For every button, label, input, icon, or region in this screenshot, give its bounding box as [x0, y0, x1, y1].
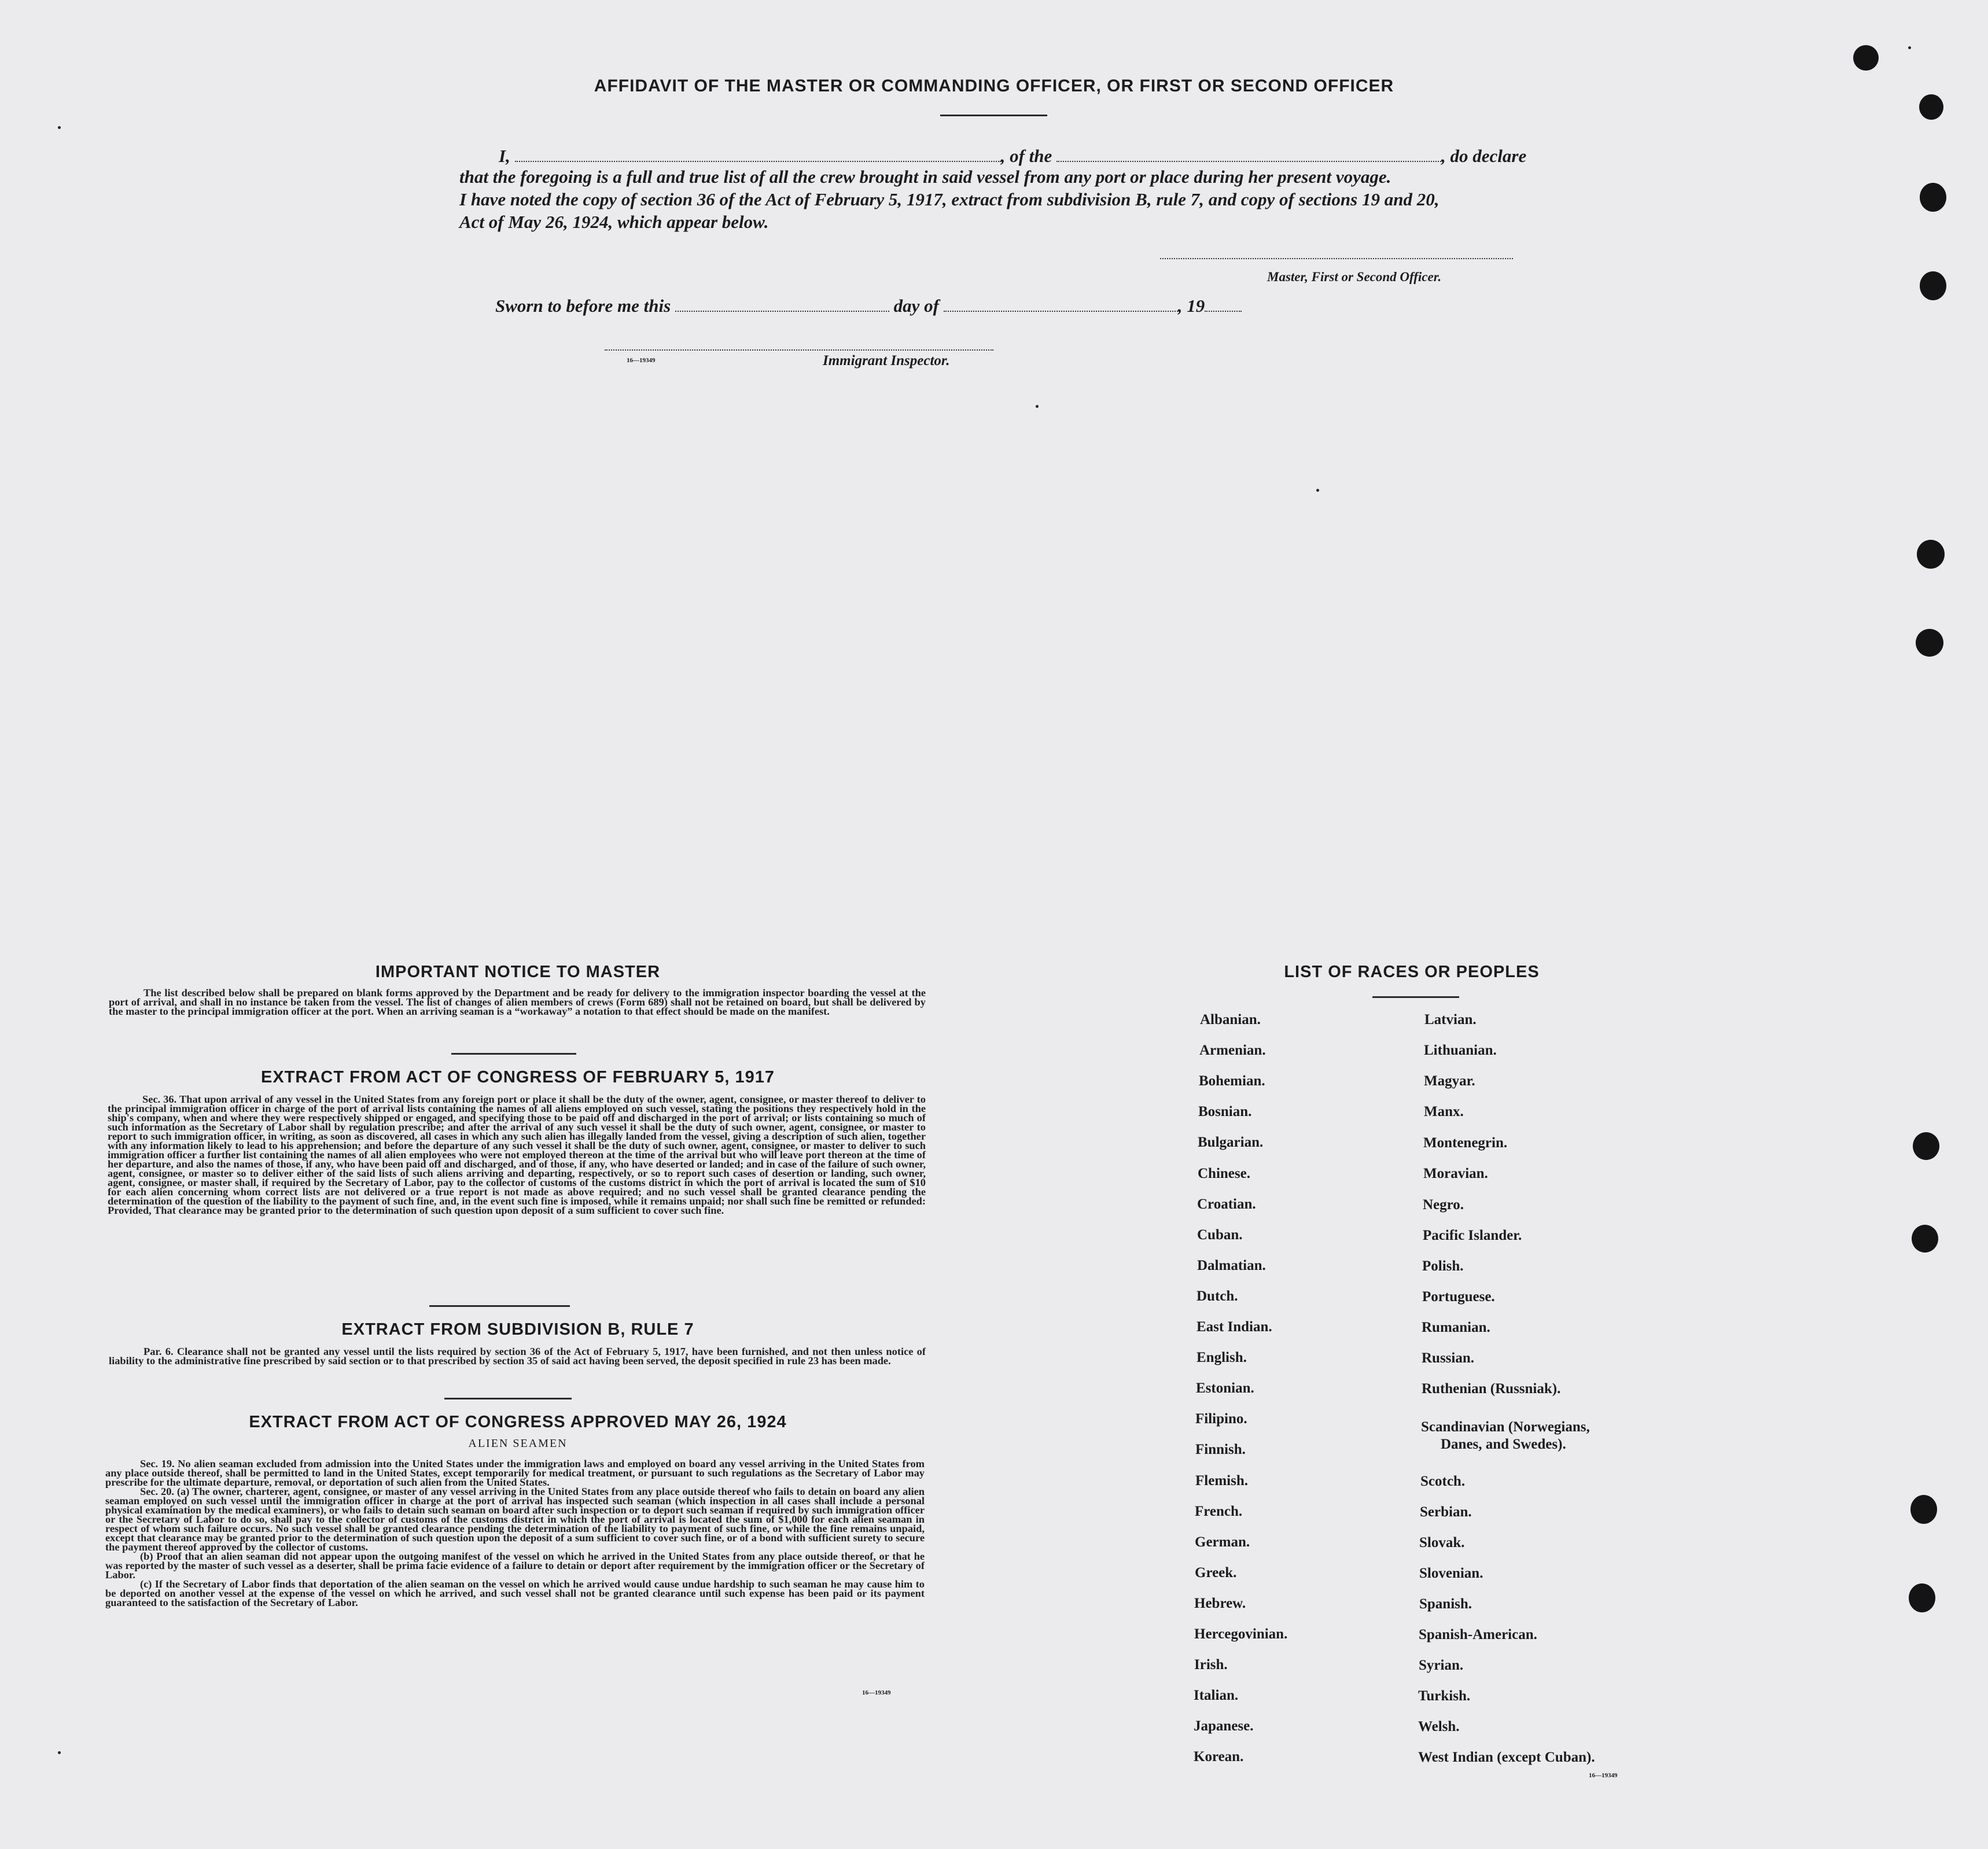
- title-divider: [940, 115, 1047, 116]
- affidavit-line-1: [499, 143, 1526, 167]
- binder-hole: [1917, 540, 1945, 569]
- races-divider: [1372, 996, 1459, 998]
- races-title: LIST OF RACES OR PEOPLES: [1284, 963, 1540, 981]
- race-item: Finnish.: [1195, 1442, 1246, 1457]
- speck: [58, 1751, 61, 1754]
- race-item: Ruthenian (Russniak).: [1422, 1381, 1561, 1397]
- race-item: Bulgarian.: [1198, 1135, 1264, 1150]
- race-item: Bohemian.: [1199, 1073, 1265, 1089]
- extract-1924-section-20b: (b) Proof that an alien seaman did not appear upon the outgoing manifest of the vessel on which he arrived in the United States from any place outside thereof, or that he was reported by the master of such vessel as a deserter, shall be prima facie evidence of a failure to detain or deport after requirement by the immigration officer or the Secretary of Labor.: [105, 1550, 925, 1581]
- sworn-day-field[interactable]: [675, 293, 889, 312]
- binder-hole: [1919, 94, 1943, 120]
- extract-1924-section-19: Sec. 19. No alien seaman excluded from admission into the United States under the immigration laws and employed on board any vessel arriving in the United States from any place outside thereof, shall be permitted to land in the United States, except temporarily for medical treatment, or pursuant to such regulations as the Secretary of Labor may prescribe for the ultimate departure, removal, or deportation of such alien from the United States.: [105, 1458, 925, 1488]
- race-item: Slovenian.: [1419, 1566, 1483, 1581]
- master-signature-label: Master, First or Second Officer.: [1267, 270, 1442, 284]
- race-item: Croatian.: [1197, 1196, 1256, 1212]
- vessel-prefix: , of the: [1000, 146, 1052, 166]
- binder-hole: [1909, 1583, 1935, 1612]
- extract-1924-section-20c: (c) If the Secretary of Labor finds that deportation of the alien seaman on the vessel on which he arrived would cause undue hardship to such seaman he may cause him to be deported on another vessel at the expense of the vessel on which he arrived, and such vessel shall not be granted clearance until such expense has been paid or its payment guaranteed to the satisfaction of the Secretary of Labor.: [105, 1578, 925, 1608]
- race-item: Hebrew.: [1194, 1596, 1246, 1611]
- race-item: Turkish.: [1418, 1688, 1471, 1704]
- race-item: Negro.: [1423, 1197, 1464, 1213]
- declarant-name-field[interactable]: [515, 143, 1001, 162]
- inspector-signature-field[interactable]: [605, 349, 993, 351]
- race-item: Japanese.: [1194, 1718, 1254, 1734]
- race-item: Serbian.: [1420, 1504, 1472, 1520]
- race-item: Cuban.: [1197, 1227, 1243, 1243]
- race-item: Pacific Islander.: [1423, 1228, 1522, 1243]
- extract-rule7-par-6: Par. 6. Clearance shall not be granted any vessel until the lists required by section 36 of the Act of February 5, 1917, have been furnished, and not then unless notice of liability to the administrative fine prescribed by said section or to that prescribed by section 35 of said act having been served, the deposit specified in rule 23 has been made.: [109, 1346, 926, 1367]
- race-item: Spanish-American.: [1419, 1627, 1537, 1642]
- race-item: Dutch.: [1197, 1288, 1238, 1304]
- race-item: East Indian.: [1197, 1319, 1272, 1335]
- binder-hole: [1916, 629, 1943, 657]
- race-item: German.: [1195, 1534, 1250, 1550]
- race-item: Italian.: [1194, 1688, 1239, 1703]
- binder-hole: [1913, 1132, 1939, 1160]
- race-item: Russian.: [1422, 1350, 1475, 1366]
- binder-hole: [1912, 1225, 1938, 1253]
- race-item: Bosnian.: [1198, 1104, 1252, 1119]
- declare-suffix: , do declare: [1441, 146, 1527, 166]
- extract-1924-title: EXTRACT FROM ACT OF CONGRESS APPROVED MAY 26, 1924: [249, 1413, 787, 1431]
- race-item: Syrian.: [1419, 1658, 1464, 1673]
- race-item: West Indian (except Cuban).: [1418, 1749, 1595, 1765]
- sworn-year-prefix: , 19: [1177, 296, 1205, 316]
- inspector-signature-label: Immigrant Inspector.: [823, 353, 950, 369]
- sworn-day-of: day of: [893, 296, 939, 316]
- extract-1924-text: [105, 1459, 925, 1607]
- sworn-month-field[interactable]: [944, 293, 1178, 312]
- race-item: Manx.: [1424, 1104, 1464, 1119]
- speck: [1036, 405, 1039, 408]
- speck: [1316, 489, 1319, 492]
- race-item: Polish.: [1422, 1258, 1464, 1274]
- master-signature-field[interactable]: [1160, 258, 1513, 259]
- notice-title: IMPORTANT NOTICE TO MASTER: [375, 963, 661, 981]
- race-item: Scotch.: [1420, 1474, 1466, 1489]
- race-item: Korean.: [1194, 1749, 1244, 1765]
- race-item: Welsh.: [1418, 1719, 1460, 1734]
- extract-1924-subtitle: ALIEN SEAMEN: [468, 1437, 568, 1450]
- race-item: Filipino.: [1195, 1411, 1247, 1427]
- binder-hole: [1920, 271, 1946, 300]
- extract-1917-text: [108, 1095, 926, 1215]
- races-form-number: 16—19349: [1589, 1772, 1618, 1779]
- race-item: Rumanian.: [1422, 1320, 1490, 1335]
- binder-hole: [1920, 183, 1946, 212]
- declarant-prefix: I,: [499, 146, 510, 166]
- extract-1924-section-20a: Sec. 20. (a) The owner, charterer, agent, consignee, or master of any vessel arriving in the United States from any place outside thereof who fails to detain on board any alien seaman employed on such vessel until the immigration officer in charge at the port of arrival has inspected such seaman (which inspection in all cases shall include a personal physical examination by the medical examiners), or who fails to detain such seaman on board after such inspection or to deport such seaman if required by such immigration officer or the Secretary of Labor to do so, shall pay to the collector of customs of the customs district in which the port of arrival is located the sum of $1,000 for each alien seaman in respect of whom such failure occurs. No such vessel shall be granted clearance pending the determination of the liability to payment of such fine, or while the fine remains unpaid, except that clearance may be granted prior to the determination of such question upon the deposit of a sum sufficient to cover such fine, or of a bond with sufficient surety to secure the payment thereof approved by the collector of customs.: [105, 1486, 925, 1553]
- race-item: Portuguese.: [1422, 1289, 1495, 1305]
- speck: [58, 126, 61, 129]
- race-item: Flemish.: [1195, 1473, 1248, 1489]
- race-item: Greek.: [1195, 1565, 1237, 1581]
- extract-1917-divider: [429, 1305, 570, 1307]
- notice-text: [109, 988, 926, 1016]
- speck: [1908, 46, 1911, 49]
- race-item: Slovak.: [1419, 1535, 1465, 1550]
- race-item: Spanish.: [1419, 1596, 1472, 1612]
- race-item: Moravian.: [1423, 1166, 1488, 1181]
- affidavit-line-3: I have noted the copy of section 36 of the Act of February 5, 1917, extract from subdivision B, rule 7, and copy of sections 19 and 20,: [459, 189, 1440, 209]
- extract-rule7-text: [109, 1347, 926, 1365]
- race-item: English.: [1197, 1350, 1247, 1365]
- affidavit-line-4: Act of May 26, 1924, which appear below.: [459, 212, 769, 232]
- affidavit-title: AFFIDAVIT OF THE MASTER OR COMMANDING OFFICER, OR FIRST OR SECOND OFFICER: [594, 76, 1394, 95]
- extract-rule7-title: EXTRACT FROM SUBDIVISION B, RULE 7: [341, 1320, 694, 1339]
- extract-1924-form-number: 16—19349: [862, 1689, 891, 1696]
- race-item: Dalmatian.: [1197, 1258, 1266, 1273]
- race-item: Estonian.: [1196, 1380, 1254, 1396]
- sworn-year-field[interactable]: [1205, 293, 1242, 312]
- affidavit-line-2: that the foregoing is a full and true list of all the crew brought in said vessel from any port or place during her present voyage.: [459, 167, 1391, 187]
- race-item: Scandinavian (Norwegians,: [1421, 1419, 1590, 1435]
- sworn-line: [495, 293, 1242, 316]
- vessel-name-field[interactable]: [1056, 143, 1441, 162]
- race-item: Armenian.: [1199, 1043, 1266, 1058]
- race-item: Montenegrin.: [1423, 1135, 1508, 1151]
- sworn-prefix: Sworn to before me this: [495, 296, 671, 316]
- extract-rule7-divider: [444, 1398, 572, 1399]
- race-item: Irish.: [1194, 1657, 1228, 1673]
- notice-divider: [451, 1053, 576, 1055]
- race-item-continuation: Danes, and Swedes).: [1441, 1437, 1566, 1452]
- binder-hole: [1910, 1495, 1937, 1524]
- extract-1917-title: EXTRACT FROM ACT OF CONGRESS OF FEBRUARY 5, 1917: [260, 1068, 775, 1086]
- race-item: Chinese.: [1198, 1166, 1250, 1181]
- race-item: Hercegovinian.: [1194, 1626, 1288, 1642]
- race-item: French.: [1195, 1504, 1243, 1519]
- binder-hole: [1853, 45, 1879, 71]
- race-item: Lithuanian.: [1424, 1043, 1497, 1058]
- affidavit-form-number: 16—19349: [627, 357, 656, 364]
- race-item: Albanian.: [1200, 1012, 1261, 1027]
- extract-1917-section-36: Sec. 36. That upon arrival of any vessel in the United States from any foreign port or place it shall be the duty of the owner, agent, consignee, or master thereof to deliver to the principal immigration officer in charge of the port of arrival lists containing the names of all aliens employed on such vessel, stating the positions they respectively hold in the ship's company, when and where they were respectively shipped or engaged, and specifying those to be paid off and discharged in the port of arrival; or lists containing so much of such information as the Secretary of Labor shall by regulation prescribe; and after the arrival of any such vessel it shall be the duty of such owner, agent, consignee, or master to report to such immigration officer, in writing, as soon as discovered, all cases in which any such alien has illegally landed from the vessel, giving a description of such alien, together with any information likely to lead to his apprehension; and before the departure of any such vessel it shall be the duty of such owner, agent, consignee, or master to deliver to such immigration officer a further list containing the names of all alien employees who were not employed thereon at the time of the arrival but who will leave port thereon at the time of her departure, and also the names of those, if any, who have been paid off and discharged, and of those, if any, who have deserted or landed; and in case of the failure of such owner, agent, consignee, or master so to deliver either of the said lists of such aliens arriving and departing, respectively, or so to report such cases of desertion or landing, such owner, agent, consignee, or master shall, if required by the Secretary of Labor, pay to the collector of customs of the customs district in which the port of arrival is located the sum of $10 for each alien concerning whom correct lists are not delivered or a true report is not made as above required; and no such vessel shall be granted clearance pending the determination of the question of the liability to the payment of such fine, and, in the event such fine is imposed, while it remains unpaid; nor shall such fine be remitted or refunded: Provided, That clearance may be granted prior to the determination of such question upon deposit of a sum sufficient to cover such fine.: [108, 1093, 926, 1216]
- race-item: Latvian.: [1424, 1012, 1477, 1027]
- race-item: Magyar.: [1424, 1073, 1475, 1089]
- notice-paragraph: The list described below shall be prepared on blank forms approved by the Department and be ready for delivery to the immigration inspector boarding the vessel at the port of arrival, and shall in no instance be taken from the vessel. The list of changes of alien members of crews (Form 689) shall not be retained on board, but shall be delivered by the master to the principal immigration officer at the port. When an arriving seaman is a “workaway” a notation to that effect should be made on the manifest.: [109, 987, 926, 1017]
